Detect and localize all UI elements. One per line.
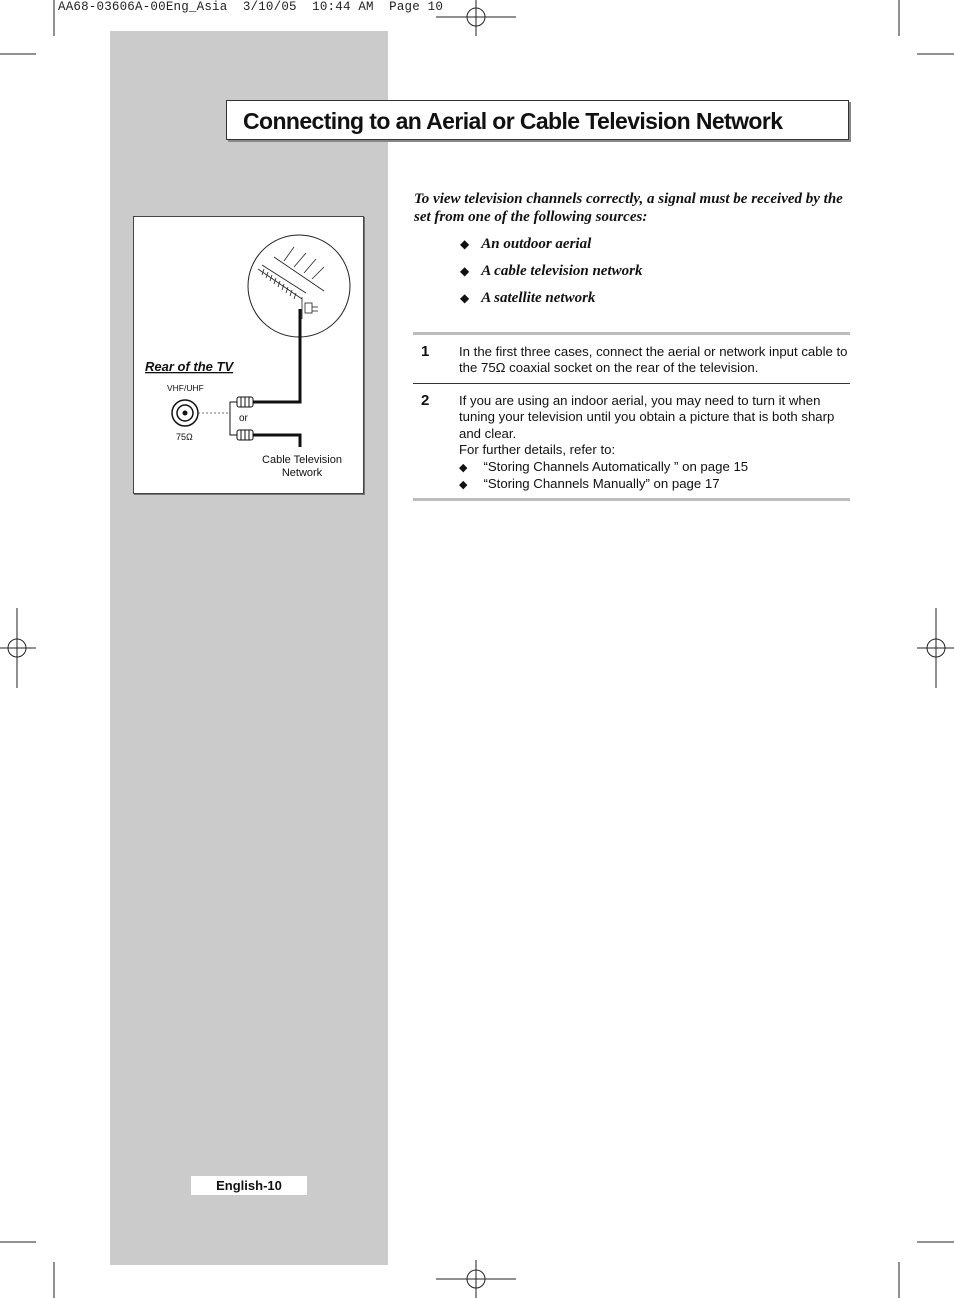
further-details-text: For further details, refer to: [459,442,616,458]
registration-mark-right [917,608,954,688]
step-text: If you are using an indoor aerial, you may need to turn it when tuning your television until you obtain a picture that is both sharp and clear. [459,393,835,441]
connection-diagram [133,216,364,494]
registration-mark-left [0,608,36,688]
rear-of-tv-label: Rear of the TV [145,359,234,374]
source-item [460,263,642,280]
cable-network-label-line2: Network [281,467,323,479]
reference-item [459,476,854,493]
source-item [460,290,595,307]
or-bracket [230,402,237,435]
reference-item [459,459,854,476]
steps-top-rule [413,332,850,335]
reference-item-label: “Storing Channels Manually” on page 17 [483,476,720,492]
reference-item-label: “Storing Channels Automatically ” on page 15 [483,458,749,474]
steps-divider [413,383,850,384]
diamond-bullet-icon: ◆ [460,291,470,305]
page-title: Connecting to an Aerial or Cable Television Network [243,108,783,134]
diamond-bullet-icon: ◆ [460,264,470,278]
diamond-bullet-icon: ◆ [459,460,468,474]
source-item [460,236,591,253]
diamond-bullet-icon: ◆ [460,237,470,251]
source-item-label: A cable television network [481,263,643,279]
step-number: 1 [421,343,430,360]
cable-network-label-line1: Cable Television [262,454,342,466]
ohm-label: 75Ω [176,432,193,442]
source-item-label: A satellite network [481,290,596,306]
registration-mark-bottom [436,1260,516,1298]
registration-mark-top [436,0,516,36]
page-number-label: English-10 [191,1176,307,1195]
plug-bottom [237,430,253,440]
step-number: 2 [421,392,430,409]
vhf-uhf-socket-icon [172,400,230,426]
diamond-bullet-icon: ◆ [459,478,468,492]
network-cable [252,435,300,447]
title-box [226,100,849,140]
or-label: or [239,413,248,424]
plug-top [237,397,253,407]
step-block [459,393,854,493]
source-item-label: An outdoor aerial [481,236,592,252]
intro-text: To view television channels correctly, a signal must be received by the set from one of the following sources: [414,191,843,225]
vhf-uhf-label: VHF/UHF [167,383,204,393]
step-text: In the first three cases, connect the aerial or network input cable to the 75Ω coaxial socket on the rear of the television. [459,344,848,376]
diagram-illustration [134,217,362,492]
print-header: AA68-03606A-00Eng_Asia 3/10/05 10:44 AM Page 10 [58,0,444,14]
steps-bottom-rule [413,498,850,501]
